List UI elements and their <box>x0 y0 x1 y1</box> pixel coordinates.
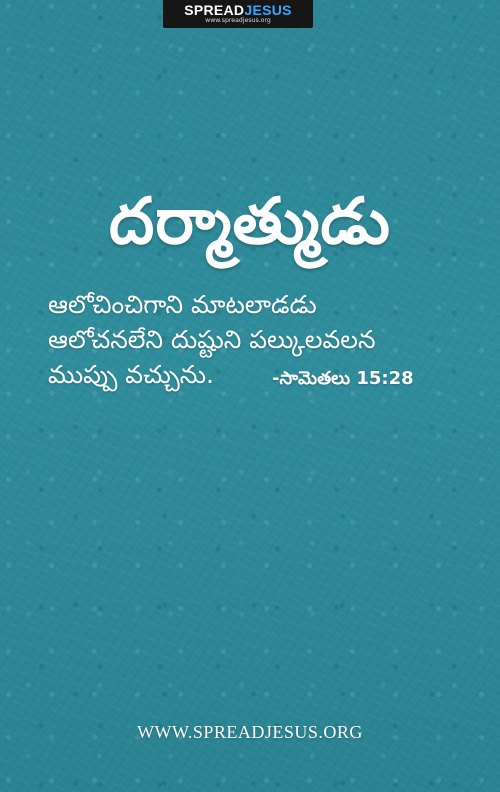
verse-line-1: ఆలోచించిగాని మాటలాడడు <box>48 290 317 319</box>
verse-line-2: ఆలోచనలేని దుష్టుని పల్కులవలన <box>48 325 376 354</box>
spreadjesus-logo <box>163 0 313 28</box>
logo-spread-text: SPREAD <box>184 2 245 18</box>
logo-jesus-text: JESUS <box>244 2 292 18</box>
verse-line-3: ముప్పు వచ్చును. <box>48 360 214 389</box>
logo-url-text: www.spreadjesus.org <box>205 17 271 24</box>
footer-url: WWW.SPREADJESUS.ORG <box>137 722 363 742</box>
logo-wordmark <box>163 3 313 17</box>
page-title: దర్మాత్ముడు <box>109 185 391 259</box>
verse-reference: -సామెతలు 15:28 <box>272 368 414 389</box>
